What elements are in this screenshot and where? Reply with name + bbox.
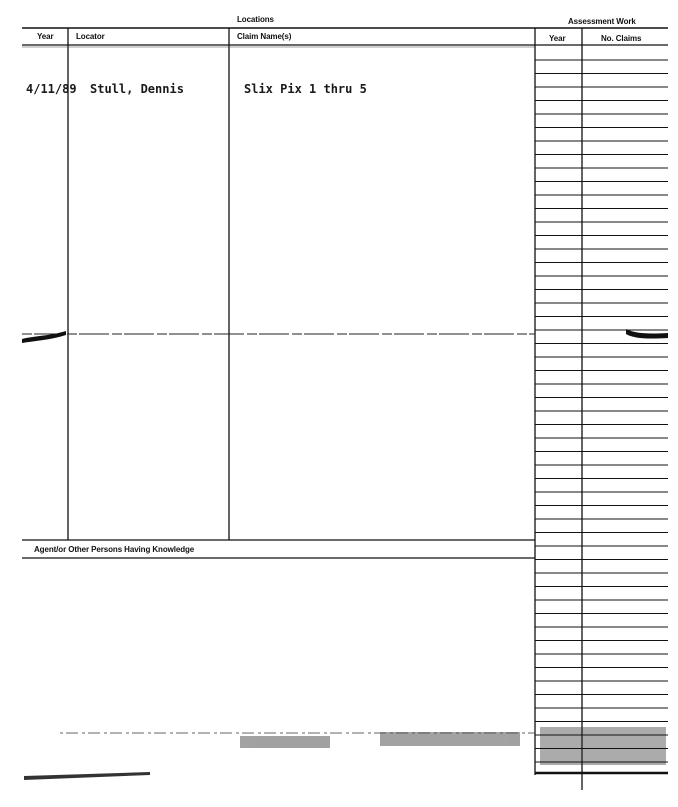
entry-claim-name: Slix Pix 1 thru 5 bbox=[244, 82, 367, 96]
locations-header: Locations bbox=[237, 15, 274, 24]
year-column-header: Year bbox=[37, 32, 54, 41]
entry-date: 4/11/89 bbox=[26, 82, 77, 96]
agent-label: Agent/or Other Persons Having Knowledge bbox=[34, 545, 195, 554]
claim-names-column-header: Claim Name(s) bbox=[237, 32, 292, 41]
bottom-smudge bbox=[24, 772, 150, 780]
left-edge-mark bbox=[22, 331, 66, 343]
no-claims-column-header: No. Claims bbox=[601, 34, 642, 43]
entry-locator: Stull, Dennis bbox=[90, 82, 184, 96]
assessment-work-header: Assessment Work bbox=[568, 17, 636, 26]
locator-column-header: Locator bbox=[76, 32, 105, 41]
assessment-year-column-header: Year bbox=[549, 34, 566, 43]
